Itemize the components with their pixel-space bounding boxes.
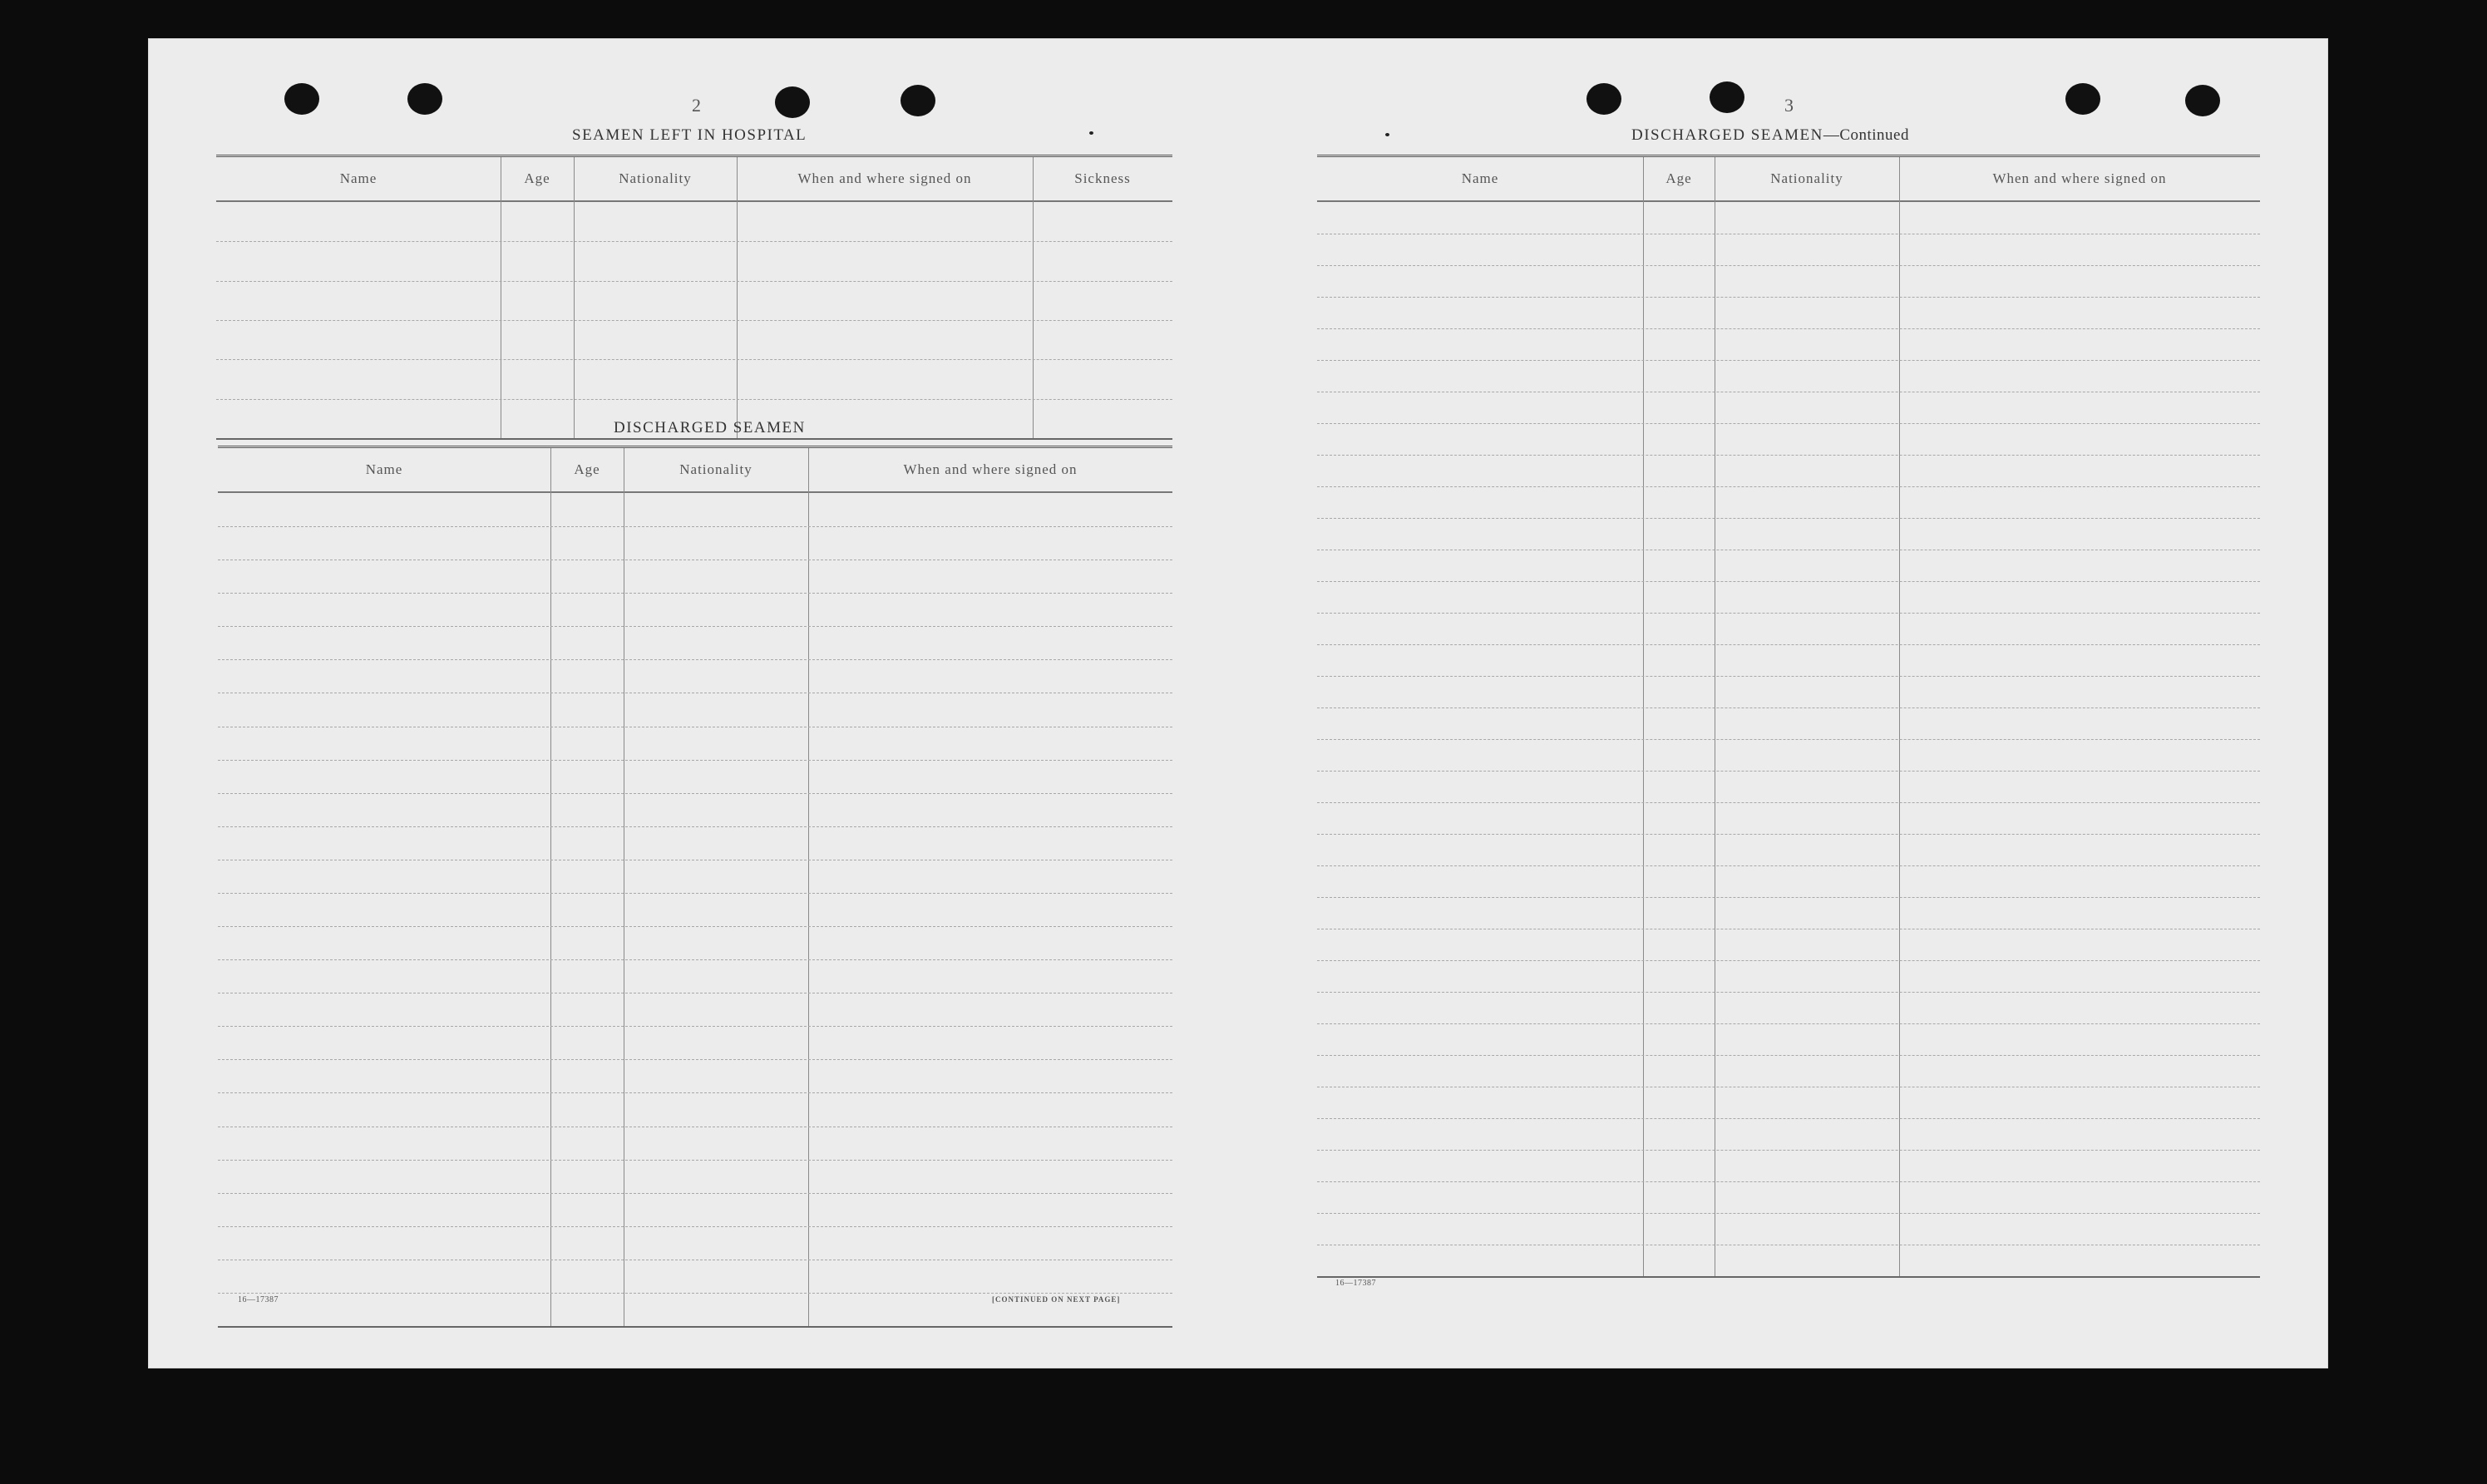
binder-hole — [2065, 83, 2100, 115]
row-rule — [1317, 676, 2260, 677]
column-header-nationality: Nationality — [1770, 170, 1843, 186]
row-rule — [216, 399, 1172, 400]
row-rule — [1317, 897, 2260, 898]
binder-hole — [1710, 81, 1744, 113]
row-rule — [218, 1293, 1172, 1294]
row-rule — [1317, 518, 2260, 519]
ink-speck — [1385, 133, 1389, 136]
discharged-right-row-lines — [1317, 202, 2260, 1276]
row-rule — [1317, 486, 2260, 487]
discharged-table-left-header — [218, 448, 1172, 493]
row-rule — [1317, 1150, 2260, 1151]
row-rule — [218, 893, 1172, 894]
row-rule — [1317, 328, 2260, 329]
row-rule — [218, 1092, 1172, 1093]
discharged-continued-title — [1631, 126, 1909, 145]
row-rule — [218, 526, 1172, 527]
hospital-table-header — [216, 157, 1172, 202]
ink-speck — [1089, 131, 1093, 135]
row-rule — [1317, 865, 2260, 866]
form-number-right: 16—17387 — [1335, 1279, 1376, 1288]
row-rule — [1317, 455, 2260, 456]
binder-hole — [407, 83, 442, 115]
page-number-left: 2 — [692, 95, 701, 116]
continued-note: [CONTINUED ON NEXT PAGE] — [992, 1295, 1121, 1304]
row-rule — [218, 1160, 1172, 1161]
column-header-nationality: Nationality — [619, 170, 692, 186]
discharged-continued-title-main: DISCHARGED SEAMEN — [1631, 126, 1823, 144]
column-header-sickness: Sickness — [1074, 170, 1131, 186]
column-header-age: Age — [574, 461, 600, 477]
hospital-table-title: SEAMEN LEFT IN HOSPITAL — [572, 126, 807, 144]
row-rule — [218, 626, 1172, 627]
row-rule — [1317, 644, 2260, 645]
document-page-spread — [148, 38, 2328, 1368]
row-rule — [216, 281, 1172, 282]
discharged-continued-suffix: —Continued — [1823, 126, 1909, 144]
row-rule — [218, 959, 1172, 960]
column-header-signed-on: When and where signed on — [797, 170, 972, 186]
row-rule — [1317, 360, 2260, 361]
discharged-table-left — [218, 446, 1172, 1328]
form-number-left: 16—17387 — [238, 1295, 279, 1304]
row-rule — [218, 1059, 1172, 1060]
column-header-name: Name — [339, 170, 377, 186]
row-rule — [1317, 992, 2260, 993]
row-rule — [218, 826, 1172, 827]
row-rule — [216, 359, 1172, 360]
row-rule — [1317, 1118, 2260, 1119]
row-rule — [1317, 1213, 2260, 1214]
row-rule — [216, 320, 1172, 321]
column-header-age: Age — [1665, 170, 1692, 186]
row-rule — [1317, 1181, 2260, 1182]
row-rule — [218, 926, 1172, 927]
row-rule — [1317, 297, 2260, 298]
row-rule — [218, 1226, 1172, 1227]
binder-hole — [1586, 83, 1621, 115]
row-rule — [1317, 265, 2260, 266]
row-rule — [1317, 707, 2260, 708]
column-header-age: Age — [524, 170, 550, 186]
row-rule — [1317, 581, 2260, 582]
discharged-table-right — [1317, 155, 2260, 1278]
binder-hole — [901, 85, 935, 116]
row-rule — [1317, 771, 2260, 772]
hospital-row-lines — [216, 202, 1172, 438]
page-number-right: 3 — [1784, 95, 1794, 116]
row-rule — [1317, 1055, 2260, 1056]
row-rule — [218, 793, 1172, 794]
row-rule — [1317, 423, 2260, 424]
row-rule — [1317, 1023, 2260, 1024]
row-rule — [1317, 960, 2260, 961]
row-rule — [218, 659, 1172, 660]
row-rule — [216, 241, 1172, 242]
column-header-signed-on: When and where signed on — [903, 461, 1078, 477]
row-rule — [218, 1026, 1172, 1027]
column-header-signed-on: When and where signed on — [1992, 170, 2167, 186]
row-rule — [218, 760, 1172, 761]
row-rule — [1317, 802, 2260, 803]
discharged-left-row-lines — [218, 493, 1172, 1326]
binder-hole — [284, 83, 319, 115]
column-header-name: Name — [365, 461, 403, 477]
discharged-table-right-header — [1317, 157, 2260, 202]
binder-hole — [2185, 85, 2220, 116]
column-header-nationality: Nationality — [679, 461, 753, 477]
row-rule — [1317, 613, 2260, 614]
row-rule — [1317, 739, 2260, 740]
row-rule — [218, 593, 1172, 594]
binder-hole — [775, 86, 810, 118]
row-rule — [1317, 834, 2260, 835]
row-rule — [218, 1193, 1172, 1194]
hospital-table — [216, 155, 1172, 440]
column-header-name: Name — [1461, 170, 1499, 186]
discharged-table-title: DISCHARGED SEAMEN — [614, 419, 806, 436]
